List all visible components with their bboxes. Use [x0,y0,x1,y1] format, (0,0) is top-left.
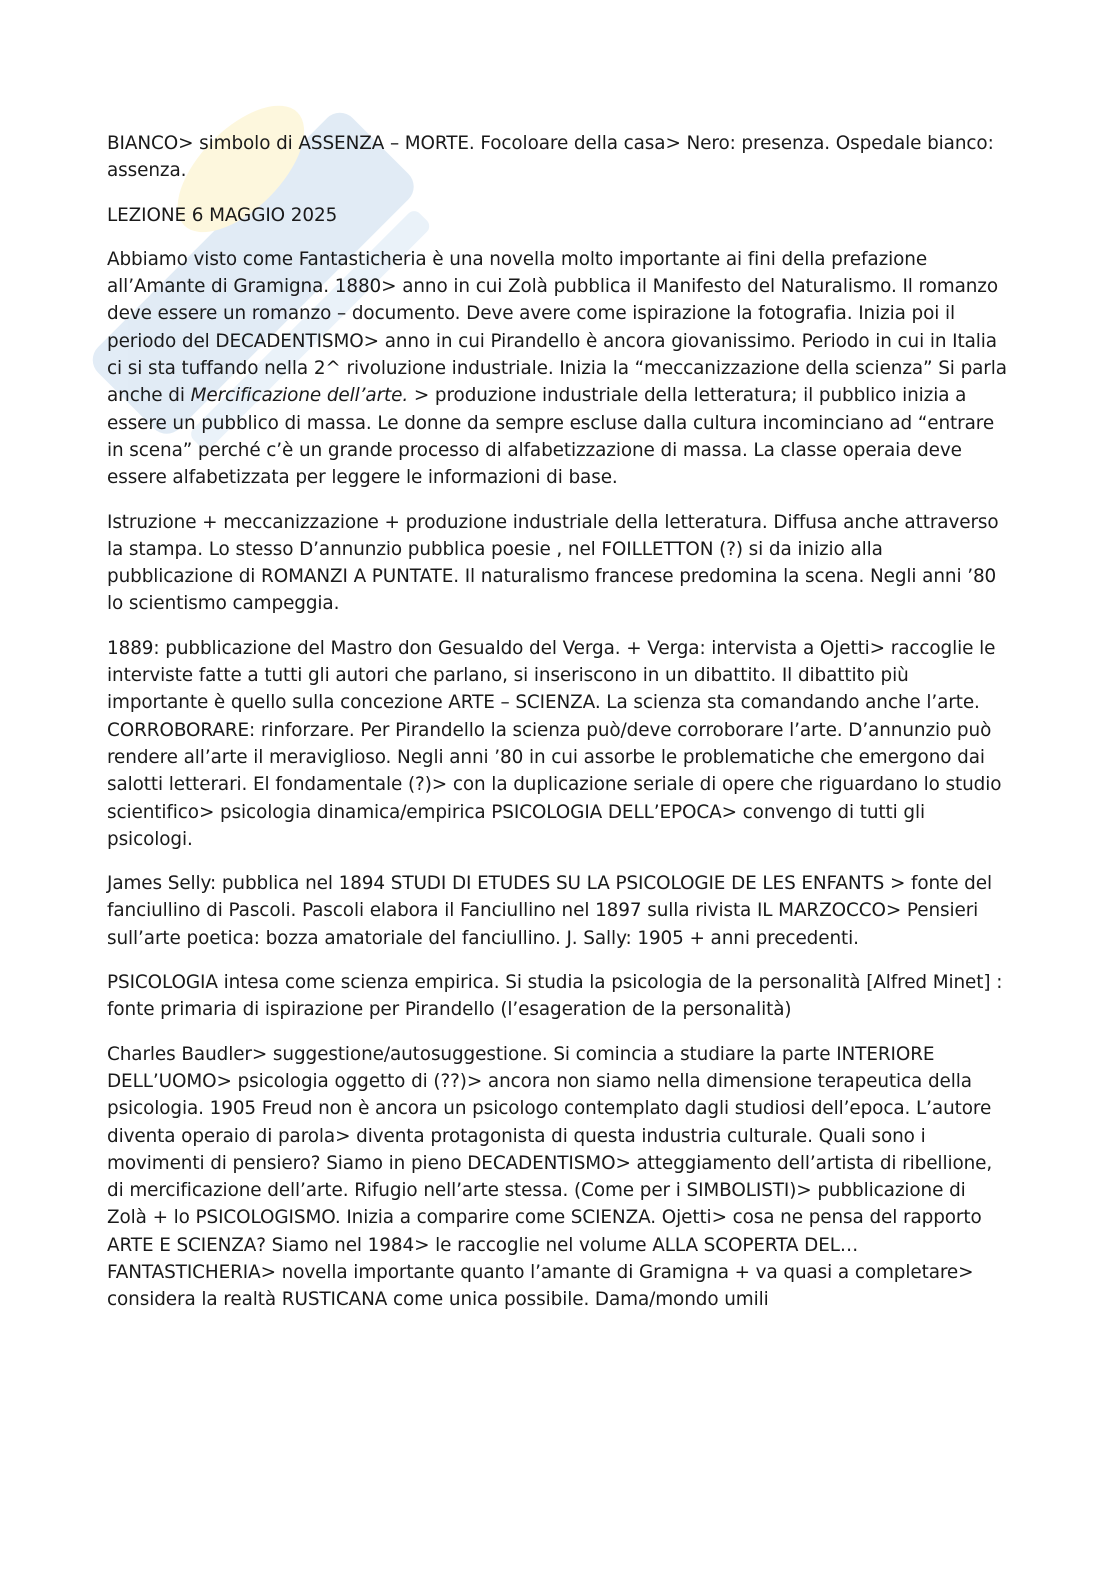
paragraph-fantasticheria-emphasis: Mercificazione dell’arte. [190,385,409,407]
paragraph-psicologia: PSICOLOGIA intesa come scienza empirica. Si studia la psicologia de la personalità [Alfred Minet] : fonte primaria di ispirazione per Pirandello (l’esageration de la personalità) [107,972,1003,1021]
paragraph-fantasticheria-text-b: > produzione industriale della letteratura; il pubblico inizia a essere un pubblico di massa. Le donne da sempre escluse dalla cultura incominciano ad “entrare in scena” perché c’è un grande processo di alfabetizzazione di massa. La classe operaia deve essere alfabetizzata per leggere le informazioni di base. [107,385,995,489]
paragraph-fantasticheria [107,246,1007,492]
paragraph-intro: BIANCO> simbolo di ASSENZA – MORTE. Focoloare della casa> Nero: presenza. Ospedale bianco: assenza. [107,133,994,182]
paragraph-1889: 1889: pubblicazione del Mastro don Gesualdo del Verga. + Verga: intervista a Ojetti> raccoglie le interviste fatte a tutti gli autori che parlano, si inseriscono in un dibattito. Il dibattito più importante è quello sulla concezione ARTE – SCIENZA. La scienza sta comandando anche l’arte. CORROBORARE: rinforzare. Per Pirandello la scienza può/deve corroborare l’arte. D’annunzio può rendere all’arte il meraviglioso. Negli anni ’80 in cui assorbe le problematiche che emergono dai salotti letterari. El fondamentale (?)> con la duplicazione seriale di opere che riguardano lo studio scientifico> psicologia dinamica/empirica PSICOLOGIA DELL’EPOCA> convengo di tutti gli psicologi. [107,637,1002,850]
paragraph-james-selly: James Selly: pubblica nel 1894 STUDI DI ETUDES SU LA PSICOLOGIE DE LES ENFANTS > fonte del fanciullino di Pascoli. Pascoli elabora il Fanciullino nel 1897 sulla rivista IL MARZOCCO> Pensieri sull’arte poetica: bozza amatoriale del fanciullino. J. Sally: 1905 + anni precedenti. [107,873,992,949]
paragraph-charles-baudler: Charles Baudler> suggestione/autosuggestione. Si comincia a studiare la parte INTERIORE DELL’UOMO> psicologia oggetto di (??)> ancora non siamo nella dimensione terapeutica della psicologia. 1905 Freud non è ancora un psicologo contemplato dagli studiosi dell’epoca. L’autore diventa operaio di parola> diventa protagonista di questa industria culturale. Quali sono i movimenti di pensiero? Siamo in pieno DECADENTISMO> atteggiamento dell’artista di ribellione, di mercificazione dell’arte. Rifugio nell’arte stessa. (Come per i SIMBOLISTI)> pubblicazione di Zolà + lo PSICOLOGISMO. Inizia a comparire come SCIENZA. Ojetti> cosa ne pensa del rapporto ARTE E SCIENZA? Siamo nel 1984> le raccoglie nel volume ALLA SCOPERTA DEL… FANTASTICHERIA> novella importante quanto l’amante di Gramigna + va quasi a completare> considera la realtà RUSTICANA come unica possibile. Dama/mondo umili [107,1043,993,1311]
document-body [107,130,1007,1331]
paragraph-fantasticheria-text-a: Abbiamo visto come Fantasticheria è una novella molto importante ai fini della prefazione all’Amante di Gramigna. 1880> anno in cui Zolà pubblica il Manifesto del Naturalismo. Il romanzo deve essere un romanzo – documento. Deve avere come ispirazione la fotografia. Inizia poi il periodo del DECADENTISMO> anno in cui Pirandello è ancora giovanissimo. Periodo in cui in Italia ci si sta tuffando nella 2^ rivoluzione industriale. Inizia la “meccanizzazione della scienza” Si parla anche di [107,248,1007,407]
paragraph-istruzione: Istruzione + meccanizzazione + produzione industriale della letteratura. Diffusa anche attraverso la stampa. Lo stesso D’annunzio pubblica poesie , nel FOILLETTON (?) si da inizio alla pubblicazione di ROMANZI A PUNTATE. Il naturalismo francese predomina la scena. Negli anni ’80 lo scientismo campeggia. [107,511,999,615]
lesson-heading: LEZIONE 6 MAGGIO 2025 [107,204,338,226]
